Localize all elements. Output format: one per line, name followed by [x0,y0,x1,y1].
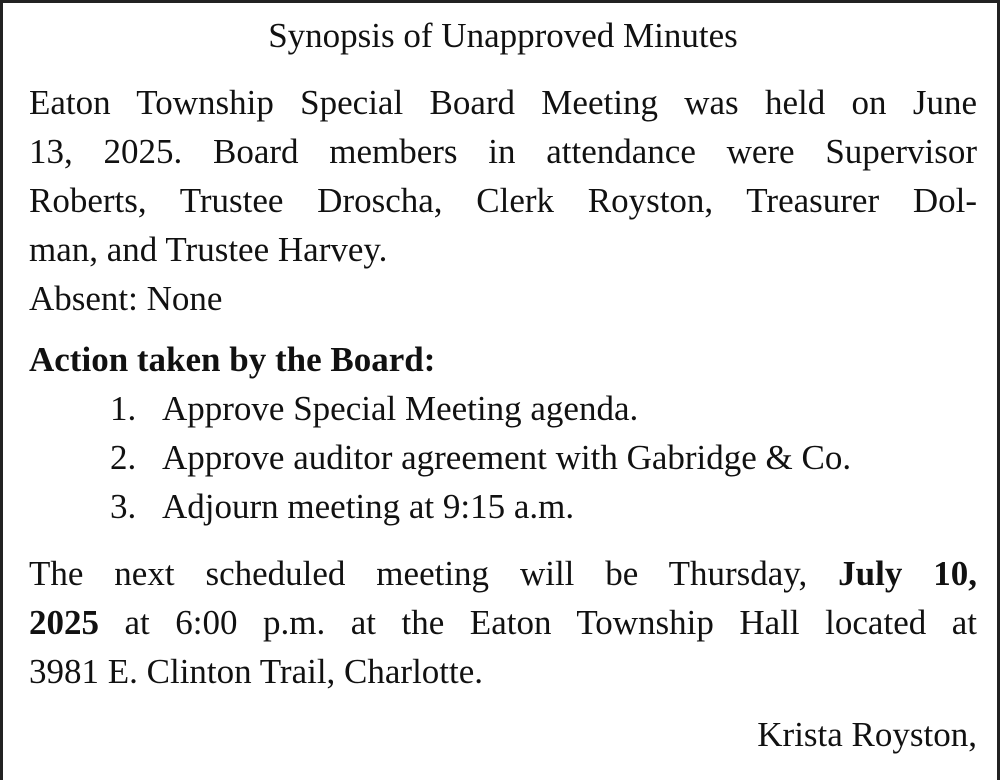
summary-line: Eaton Township Special Board Meeting was held on June [29,83,977,122]
next-meeting-prefix: The next scheduled meeting will be Thursday, [29,554,839,593]
summary-line: 13, 2025. Board members in attendance were Supervisor [29,132,977,171]
meeting-summary [29,78,977,274]
next-meeting-line [29,598,977,647]
absent-line: Absent: None [29,279,223,318]
signature: Krista Royston, [757,715,977,754]
action-number: 1. [110,389,137,428]
action-item [110,384,977,433]
action-item [110,482,977,531]
summary-line: Roberts, Trustee Droscha, Clerk Royston, Treasurer Dol- [29,181,977,220]
action-item [110,433,977,482]
action-text: Approve Special Meeting agenda. [162,389,639,428]
notice-content [29,11,977,759]
actions-heading: Action taken by the Board: [29,340,436,379]
next-meeting-date: July 10, [838,554,977,593]
action-text: Adjourn meeting at 9:15 a.m. [162,487,575,526]
action-text: Approve auditor agreement with Gabridge & Co. [162,438,852,477]
actions-list [29,384,977,531]
action-number: 3. [110,487,137,526]
next-meeting-time-location: at 6:00 p.m. at the Eaton Township Hall located at [99,603,977,642]
next-meeting-address: 3981 E. Clinton Trail, Charlotte. [29,652,484,691]
action-number: 2. [110,438,137,477]
next-meeting [29,549,977,696]
next-meeting-year: 2025 [29,603,99,642]
summary-line: man, and Trustee Harvey. [29,230,388,269]
next-meeting-line [29,549,977,598]
notice-title: Synopsis of Unapproved Minutes [268,16,738,55]
